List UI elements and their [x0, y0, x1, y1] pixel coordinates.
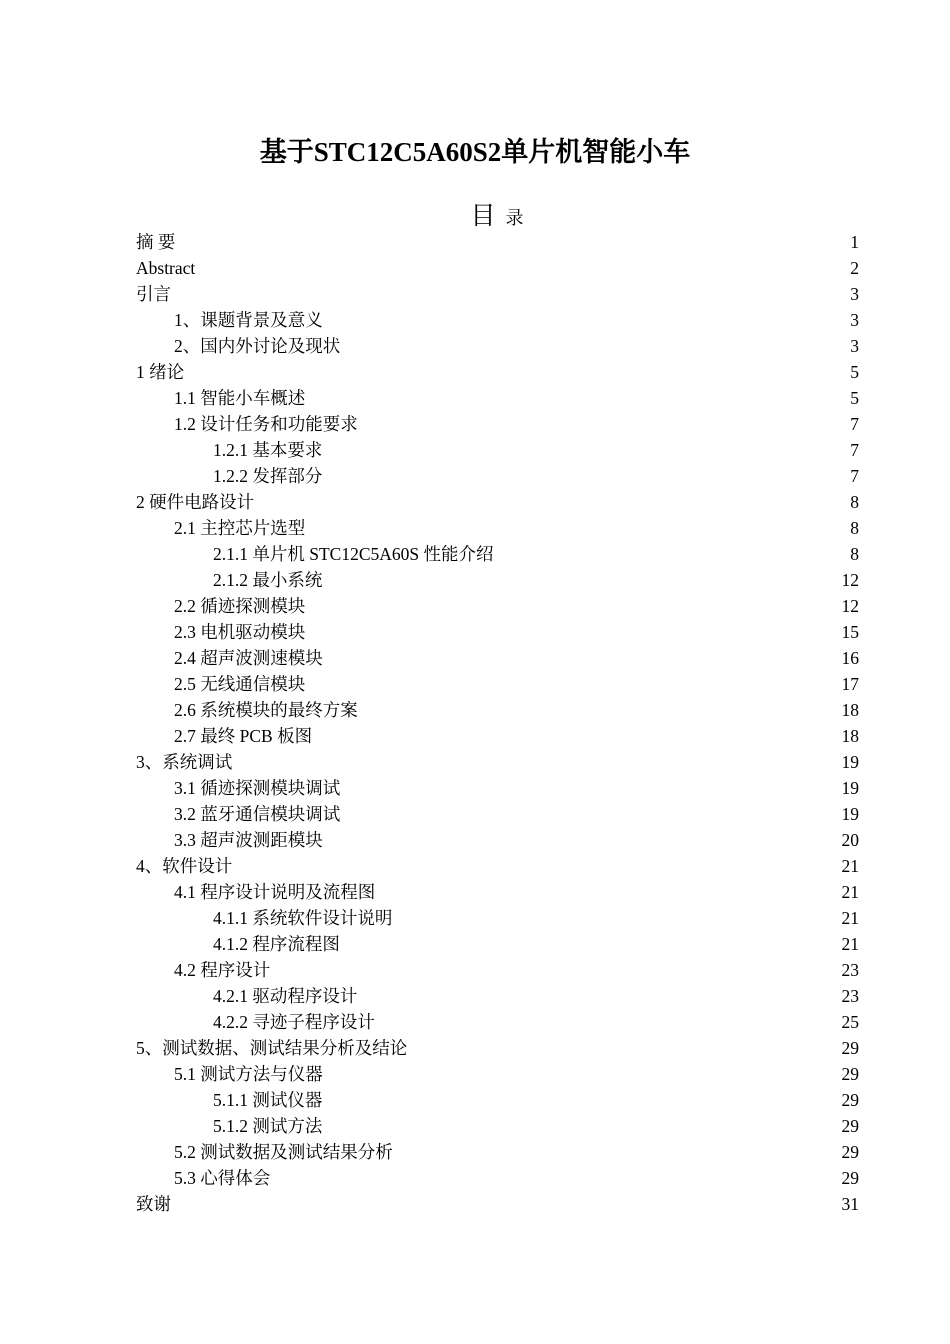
toc-entry[interactable]	[136, 385, 859, 411]
toc-entry-title: 2.5 无线通信模块	[174, 674, 306, 694]
toc-entry-title: 1.2.2 发挥部分	[213, 466, 323, 486]
toc-entry[interactable]	[136, 593, 859, 619]
toc-entry-title: 3.1 循迹探测模块调试	[174, 778, 341, 798]
toc-entry-title: 5、测试数据、测试结果分析及结论	[136, 1038, 408, 1058]
toc-entry[interactable]	[136, 619, 859, 645]
toc-heading-main: 目	[470, 203, 496, 230]
toc-entry-title: 4.2 程序设计	[174, 960, 271, 980]
toc-entry-page-number: 17	[841, 674, 859, 694]
toc-entry[interactable]	[136, 775, 859, 801]
toc-entry[interactable]	[136, 541, 859, 567]
toc-entry[interactable]	[136, 853, 859, 879]
toc-entry-page-number: 7	[850, 440, 859, 460]
toc-entry-page-number: 7	[850, 466, 859, 486]
toc-entry-page-number: 19	[841, 752, 859, 772]
toc-entry[interactable]	[136, 957, 859, 983]
toc-entry-page-number: 2	[850, 258, 859, 278]
toc-entry-title: 3、系统调试	[136, 752, 233, 772]
toc-entry-page-number: 19	[841, 778, 859, 798]
toc-entry-page-number: 7	[850, 414, 859, 434]
toc-entry-title: 2 硬件电路设计	[136, 492, 255, 512]
toc-entry[interactable]	[136, 1165, 859, 1191]
toc-entry-page-number: 15	[841, 622, 859, 642]
toc-entry[interactable]	[136, 1061, 859, 1087]
toc-entry-title: 5.1.2 测试方法	[213, 1116, 323, 1136]
toc-entry[interactable]	[136, 1139, 859, 1165]
toc-entry[interactable]	[136, 1035, 859, 1061]
toc-entry-page-number: 25	[841, 1012, 859, 1032]
toc-entry-title: 5.2 测试数据及测试结果分析	[174, 1142, 393, 1162]
toc-entry-title: 4、软件设计	[136, 856, 233, 876]
toc-entry-page-number: 5	[850, 362, 859, 382]
toc-heading-sub: 录	[505, 208, 524, 228]
toc-entry-title: 1.2.1 基本要求	[213, 440, 323, 460]
toc-entry-page-number: 3	[850, 336, 859, 356]
toc-entry-title: 2.3 电机驱动模块	[174, 622, 306, 642]
toc-entry[interactable]	[136, 229, 859, 255]
toc-entry[interactable]	[136, 489, 859, 515]
toc-entry-page-number: 3	[850, 284, 859, 304]
toc-entry[interactable]	[136, 879, 859, 905]
toc-entry-title: 2.1.1 单片机 STC12C5A60S 性能介绍	[213, 544, 494, 564]
toc-entry-page-number: 29	[841, 1116, 859, 1136]
toc-entry-title: 1、课题背景及意义	[174, 310, 323, 330]
toc-entry-title: 5.3 心得体会	[174, 1168, 271, 1188]
toc-entry-title: 2、国内外讨论及现状	[174, 336, 341, 356]
toc-entry[interactable]	[136, 333, 859, 359]
toc-entry[interactable]	[136, 515, 859, 541]
toc-entry-page-number: 8	[850, 544, 859, 564]
toc-entry-title: 2.4 超声波测速模块	[174, 648, 323, 668]
toc-entry[interactable]	[136, 749, 859, 775]
toc-entry-page-number: 19	[841, 804, 859, 824]
toc-entry-page-number: 3	[850, 310, 859, 330]
toc-entry-title: 2.1 主控芯片选型	[174, 518, 306, 538]
toc-entry-page-number: 21	[841, 856, 859, 876]
toc-entry-title: 5.1.1 测试仪器	[213, 1090, 323, 1110]
toc-entry[interactable]	[136, 697, 859, 723]
toc-entry-page-number: 8	[850, 492, 859, 512]
toc-entry[interactable]	[136, 827, 859, 853]
toc-entry[interactable]	[136, 1009, 859, 1035]
toc-entry[interactable]	[136, 1113, 859, 1139]
toc-entry-title: 2.7 最终 PCB 板图	[174, 726, 313, 746]
toc-entry-page-number: 18	[841, 700, 859, 720]
toc-entry[interactable]	[136, 801, 859, 827]
toc-entry[interactable]	[136, 567, 859, 593]
toc-entry-title: 4.2.2 寻迹子程序设计	[213, 1012, 375, 1032]
toc-entry-page-number: 31	[841, 1194, 859, 1214]
toc-entry-page-number: 18	[841, 726, 859, 746]
toc-entry[interactable]	[136, 307, 859, 333]
toc-entry-title: 致谢	[136, 1194, 171, 1214]
toc-entry-page-number: 5	[850, 388, 859, 408]
toc-entry-page-number: 21	[841, 908, 859, 928]
toc-entry-title: 3.3 超声波测距模块	[174, 830, 323, 850]
toc-entry-page-number: 29	[841, 1064, 859, 1084]
toc-entry-title: 2.2 循迹探测模块	[174, 596, 306, 616]
toc-entry-page-number: 21	[841, 882, 859, 902]
toc-entry[interactable]	[136, 281, 859, 307]
toc-entry-title: 1.2 设计任务和功能要求	[174, 414, 358, 434]
toc-entry-title: 4.1 程序设计说明及流程图	[174, 882, 376, 902]
toc-entry[interactable]	[136, 645, 859, 671]
toc-entry[interactable]	[136, 1191, 859, 1217]
toc-entry[interactable]	[136, 359, 859, 385]
toc-entry-title: 5.1 测试方法与仪器	[174, 1064, 323, 1084]
toc-entry-title: 1 绪论	[136, 362, 185, 382]
toc-entry[interactable]	[136, 463, 859, 489]
toc-entry-page-number: 16	[841, 648, 859, 668]
toc-entry-title: 摘 要	[136, 232, 176, 252]
toc-entry[interactable]	[136, 255, 859, 281]
toc-entry[interactable]	[136, 411, 859, 437]
toc-entry-page-number: 12	[841, 596, 859, 616]
toc-entry-page-number: 23	[841, 960, 859, 980]
toc-entry-page-number: 29	[841, 1038, 859, 1058]
toc-entry-page-number: 20	[841, 830, 859, 850]
toc-entry-page-number: 29	[841, 1168, 859, 1188]
toc-entry[interactable]	[136, 983, 859, 1009]
toc-entry-title: 1.1 智能小车概述	[174, 388, 306, 408]
toc-entry-title: 4.1.1 系统软件设计说明	[213, 908, 393, 928]
toc-entry-page-number: 29	[841, 1142, 859, 1162]
toc-entry-page-number: 29	[841, 1090, 859, 1110]
toc-entry-title: Abstract	[136, 258, 196, 278]
toc-entry[interactable]	[136, 905, 859, 931]
table-of-contents	[136, 229, 859, 1217]
toc-entry-title: 4.2.1 驱动程序设计	[213, 986, 358, 1006]
toc-entry-page-number: 12	[841, 570, 859, 590]
toc-entry[interactable]	[136, 671, 859, 697]
toc-entry-title: 引言	[136, 284, 171, 304]
toc-entry-page-number: 21	[841, 934, 859, 954]
toc-entry[interactable]	[136, 1087, 859, 1113]
toc-entry-title: 4.1.2 程序流程图	[213, 934, 340, 954]
toc-entry-page-number: 8	[850, 518, 859, 538]
toc-entry-page-number: 23	[841, 986, 859, 1006]
toc-entry-title: 2.6 系统模块的最终方案	[174, 700, 358, 720]
toc-entry[interactable]	[136, 437, 859, 463]
toc-entry[interactable]	[136, 931, 859, 957]
toc-entry[interactable]	[136, 723, 859, 749]
toc-entry-title: 2.1.2 最小系统	[213, 570, 323, 590]
document-title: 基于STC12C5A60S2单片机智能小车	[259, 137, 691, 167]
toc-entry-title: 3.2 蓝牙通信模块调试	[174, 804, 341, 824]
toc-entry-page-number: 1	[850, 232, 859, 252]
